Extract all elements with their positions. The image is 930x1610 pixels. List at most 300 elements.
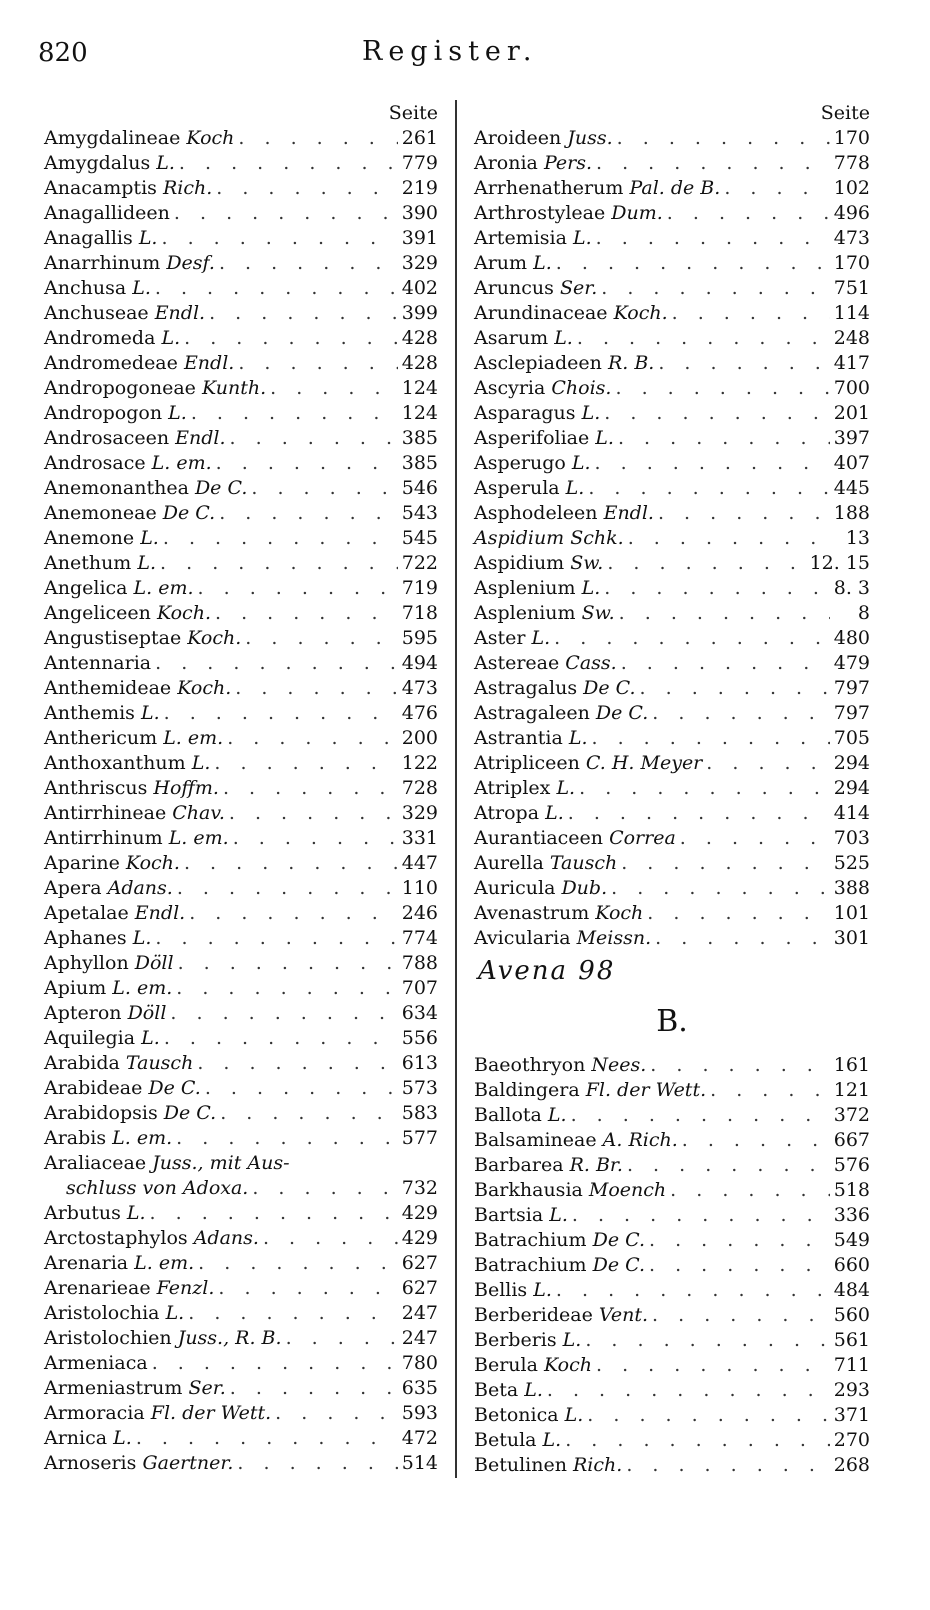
entry-name: Andromeda: [44, 327, 156, 349]
index-entry: [474, 776, 870, 801]
entry-authority: L.: [191, 752, 211, 774]
dot-leader: [163, 526, 398, 551]
entry-page: 397: [833, 427, 870, 449]
entry-authority: Endl.: [603, 502, 654, 524]
index-entry: [474, 1403, 870, 1428]
entry-page: 779: [401, 152, 438, 174]
dot-leader: [198, 1251, 398, 1276]
dot-leader: [724, 176, 829, 201]
entry-authority: Hoffm.: [153, 777, 219, 799]
entry-authority: L.: [549, 1204, 568, 1226]
entry-name: Armoracia: [44, 1402, 145, 1424]
index-entry: [474, 226, 870, 251]
entry-name: Atriplex: [474, 777, 551, 799]
entry-authority: R. Br.: [569, 1154, 623, 1176]
dot-leader: [227, 726, 398, 751]
entry-authority: De C.: [595, 702, 649, 724]
index-entry: [474, 476, 870, 501]
dot-leader: [251, 476, 397, 501]
entry-name: Apetalae: [44, 902, 129, 924]
index-entry: [44, 826, 438, 851]
entry-authority: L.: [138, 227, 158, 249]
index-entry: [44, 576, 438, 601]
index-entry: [44, 401, 438, 426]
index-entry: [44, 476, 438, 501]
index-entry: [44, 1376, 438, 1401]
entry-page: 268: [833, 1454, 870, 1476]
dot-leader: [238, 351, 397, 376]
entry-page: 473: [401, 677, 438, 699]
index-entry: [44, 901, 438, 926]
index-entry: [44, 751, 438, 776]
entry-name: Aster: [474, 627, 526, 649]
entry-name: Anagallis: [44, 227, 133, 249]
dot-leader: [621, 851, 830, 876]
index-entry: [44, 1426, 438, 1451]
entry-name: Asperugo: [474, 452, 566, 474]
dot-leader: [176, 1126, 398, 1151]
dot-leader: [652, 701, 829, 726]
dot-leader: [155, 651, 398, 676]
index-entry: [474, 326, 870, 351]
dot-leader: [184, 851, 398, 876]
entry-name: Arabis: [44, 1127, 107, 1149]
entry-page: 627: [401, 1277, 438, 1299]
index-entry: [474, 426, 870, 451]
entry-name: Asplenium: [474, 602, 576, 624]
entry-authority: L.: [156, 152, 175, 174]
dot-leader: [252, 1176, 397, 1201]
entry-page: 718: [401, 602, 438, 624]
dot-leader: [604, 401, 829, 426]
entry-name: Anthericum: [44, 727, 158, 749]
index-entry: [44, 1201, 438, 1226]
dot-leader: [658, 501, 830, 526]
dot-leader: [150, 1201, 398, 1226]
entry-authority: Döll: [134, 952, 174, 974]
entry-authority: Aspidium Schk.: [474, 527, 624, 549]
dot-leader: [237, 1451, 397, 1476]
entry-page: 246: [401, 902, 438, 924]
entry-page: 484: [833, 1279, 870, 1301]
dot-leader: [235, 676, 397, 701]
entry-name: Arenarieae: [44, 1277, 151, 1299]
index-entry: [44, 1451, 438, 1476]
entry-page: 248: [833, 327, 870, 349]
entry-page: 8. 3: [833, 577, 870, 599]
entry-authority: L.: [113, 1427, 132, 1449]
entry-authority: L.: [562, 1329, 582, 1351]
column-divider: [455, 100, 457, 1478]
entry-authority: L.: [531, 627, 551, 649]
entry-name: Barkhausia: [474, 1179, 583, 1201]
entry-page: 494: [401, 652, 438, 674]
entry-name: Betonica: [474, 1404, 559, 1426]
dot-leader: [270, 376, 398, 401]
entry-name: Avenastrum: [474, 902, 590, 924]
index-entry: [474, 851, 870, 876]
entry-page: 593: [401, 1402, 438, 1424]
index-entry: [44, 176, 438, 201]
entry-authority: L.: [545, 802, 564, 824]
dot-leader: [215, 601, 398, 626]
entry-authority: Pers.: [543, 152, 592, 174]
dot-leader: [286, 1326, 398, 1351]
entry-page: 719: [401, 577, 438, 599]
entry-page: 124: [401, 377, 438, 399]
entry-authority: L.: [132, 927, 152, 949]
left-column: [44, 100, 438, 1476]
index-entry: [474, 151, 870, 176]
index-entry: [474, 1178, 870, 1203]
entry-name: Antirrhinum: [44, 827, 163, 849]
entry-page: 414: [833, 802, 870, 824]
entry-authority: L.: [533, 1279, 552, 1301]
entry-page: 428: [401, 352, 438, 374]
dot-leader: [607, 551, 805, 576]
entry-name: Anchuseae: [44, 302, 149, 324]
index-entry: [44, 1251, 438, 1276]
entry-authority: L.: [581, 577, 601, 599]
entry-name: Antennaria: [44, 652, 152, 674]
index-entry: [44, 1051, 438, 1076]
dot-leader: [547, 1378, 830, 1403]
index-entry: [474, 201, 870, 226]
entry-name: Androsaceen: [44, 427, 170, 449]
entry-page: 447: [401, 852, 438, 874]
entry-page: 732: [401, 1177, 438, 1199]
dot-leader: [595, 451, 830, 476]
entry-authority: Koch.: [187, 627, 242, 649]
entry-page: 13: [845, 527, 870, 549]
index-entry: [44, 851, 438, 876]
dot-leader: [170, 1001, 397, 1026]
dot-leader: [670, 1178, 830, 1203]
entry-authority: L.: [140, 527, 159, 549]
entry-authority: Adans.: [107, 877, 173, 899]
entry-authority: L.: [564, 1404, 584, 1426]
dot-leader: [615, 376, 829, 401]
entry-page: 797: [833, 702, 870, 724]
entry-name: Auricula: [474, 877, 556, 899]
index-entry: [474, 1053, 870, 1078]
entry-authority: Koch.: [177, 677, 232, 699]
index-entry: [474, 601, 870, 626]
entry-authority: Koch: [186, 127, 235, 149]
index-entry: [474, 451, 870, 476]
entry-name: Antirrhineae: [44, 802, 167, 824]
dot-leader: [177, 876, 398, 901]
entry-name: Barbarea: [474, 1154, 564, 1176]
entry-authority: Kunth.: [201, 377, 267, 399]
index-entry: [44, 201, 438, 226]
entry-authority: L.: [168, 402, 187, 424]
entry-page: 247: [401, 1302, 438, 1324]
index-entry: [474, 751, 870, 776]
entry-authority: Correa: [609, 827, 676, 849]
dot-leader: [585, 1328, 829, 1353]
entry-authority: Dub.: [561, 877, 608, 899]
entry-authority: A. Rich.: [602, 1129, 678, 1151]
index-entry: [474, 351, 870, 376]
entry-authority: Nees.: [591, 1054, 647, 1076]
entry-authority: Ser.: [188, 1377, 226, 1399]
entry-authority: Koch.: [156, 602, 211, 624]
entry-authority: L.: [126, 1202, 146, 1224]
entry-page: 385: [401, 452, 438, 474]
entry-page: 417: [833, 352, 870, 374]
dot-leader: [219, 251, 398, 276]
dot-leader: [216, 176, 397, 201]
entry-authority: De C.: [592, 1229, 646, 1251]
index-entry: [44, 1276, 438, 1301]
index-entry: [44, 1026, 438, 1051]
entry-name: Apium: [44, 977, 107, 999]
entry-authority: Vent.: [598, 1304, 649, 1326]
entry-name: Atripliceen: [474, 752, 580, 774]
dot-leader: [706, 751, 829, 776]
entry-name: Amygdalus: [44, 152, 151, 174]
entry-name: Baeothryon: [474, 1054, 586, 1076]
entry-name: Artemisia: [474, 227, 567, 249]
seite-label: Seite: [388, 102, 438, 124]
dot-leader: [579, 776, 830, 801]
dot-leader: [205, 1076, 398, 1101]
dot-leader: [219, 501, 398, 526]
entry-authority: L.: [565, 477, 585, 499]
entry-name: Anagallideen: [44, 202, 170, 224]
entry-page: 560: [833, 1304, 870, 1326]
index-entry: [474, 826, 870, 851]
entry-page: 114: [833, 302, 870, 324]
entry-name: Apera: [44, 877, 102, 899]
entry-page: 496: [833, 202, 870, 224]
entry-page: 161: [833, 1054, 870, 1076]
dot-leader: [621, 651, 830, 676]
dot-leader: [652, 1303, 830, 1328]
index-entry: [474, 1328, 870, 1353]
entry-page: 331: [401, 827, 438, 849]
entry-authority: Pal. de B.: [629, 177, 721, 199]
entry-authority: L.: [595, 427, 614, 449]
entry-authority: L.: [554, 327, 573, 349]
entry-authority: L.: [141, 1027, 160, 1049]
dot-leader: [188, 1301, 398, 1326]
index-entry: [474, 551, 870, 576]
entry-name: Aquilegia: [44, 1027, 136, 1049]
dot-leader: [198, 576, 398, 601]
entry-name: Bartsia: [474, 1204, 544, 1226]
entry-name: Asperula: [474, 477, 560, 499]
entry-name: Armeniaca: [44, 1352, 148, 1374]
entry-name: Arabidopsis: [44, 1102, 158, 1124]
entry-authority: L.: [581, 402, 601, 424]
index-entry: [474, 1303, 870, 1328]
entry-authority: L.: [568, 727, 588, 749]
index-entry: [44, 701, 438, 726]
entry-authority: De C.: [194, 477, 248, 499]
index-entry: [44, 726, 438, 751]
index-entry: [474, 126, 870, 151]
entry-authority: Döll: [127, 1002, 167, 1024]
dot-leader: [617, 126, 830, 151]
entry-page: 797: [833, 677, 870, 699]
entry-authority: L.: [161, 327, 181, 349]
index-entry: [44, 1101, 438, 1126]
dot-leader: [174, 201, 398, 226]
entry-name: Arabida: [44, 1052, 120, 1074]
entry-authority: L. em.: [163, 727, 224, 749]
dot-leader: [230, 1376, 398, 1401]
entry-page: 336: [833, 1204, 870, 1226]
dot-leader: [577, 326, 830, 351]
dot-leader: [223, 776, 398, 801]
dot-leader: [554, 626, 830, 651]
index-entry: [44, 1076, 438, 1101]
entry-name: Araliaceae: [44, 1152, 147, 1174]
dot-leader: [220, 1101, 398, 1126]
entry-name: Aristolochien: [44, 1327, 172, 1349]
entry-name: Angustiseptae: [44, 627, 182, 649]
entry-page: 788: [401, 952, 438, 974]
index-entry: [474, 301, 870, 326]
entry-name: Arthrostyleae: [474, 202, 606, 224]
entry-name: Asparagus: [474, 402, 576, 424]
entry-name: Arrhenatherum: [474, 177, 624, 199]
entry-name: Betula: [474, 1429, 537, 1451]
entry-authority: Sw.: [581, 602, 615, 624]
entry-name: Berberis: [474, 1329, 557, 1351]
entry-page: 388: [833, 877, 870, 899]
dot-leader: [229, 801, 398, 826]
entry-name: Anchusa: [44, 277, 127, 299]
entry-name: Aspidium: [474, 552, 565, 574]
entry-page: 780: [401, 1352, 438, 1374]
entry-page: 480: [833, 627, 870, 649]
dot-leader: [238, 126, 397, 151]
index-entry: [474, 401, 870, 426]
dot-leader: [571, 1103, 830, 1128]
dot-leader: [189, 901, 398, 926]
entry-page: 545: [401, 527, 438, 549]
index-entry: [474, 901, 870, 926]
entry-name: Avicularia: [474, 927, 571, 949]
entry-name: Angelica: [44, 577, 128, 599]
entry-page: 101: [833, 902, 870, 924]
dot-leader: [649, 1228, 830, 1253]
entry-authority: L. em.: [168, 827, 229, 849]
dot-leader: [160, 551, 398, 576]
entry-page: 429: [401, 1227, 438, 1249]
right-column: [474, 100, 870, 1478]
entry-name: Arabideae: [44, 1077, 143, 1099]
index-entry: [474, 626, 870, 651]
entry-page: 12. 15: [809, 552, 870, 574]
entry-authority: Rich.: [573, 1454, 623, 1476]
index-entry: [44, 801, 438, 826]
entry-name: Arctostaphylos: [44, 1227, 188, 1249]
entry-name: Anemoneae: [44, 502, 157, 524]
entry-name: Anthriscus: [44, 777, 148, 799]
dot-leader: [178, 951, 398, 976]
entry-name: Arundinaceae: [474, 302, 608, 324]
entry-page: 778: [833, 152, 870, 174]
entry-authority: Tausch: [549, 852, 618, 874]
index-entry: [474, 801, 870, 826]
entry-page: 407: [833, 452, 870, 474]
entry-page: 270: [833, 1429, 870, 1451]
entry-name: Armeniastrum: [44, 1377, 183, 1399]
entry-authority: Dum.: [611, 202, 663, 224]
dot-leader: [230, 426, 398, 451]
entry-authority: Fl. der Wett.: [585, 1079, 707, 1101]
entry-page: 8: [857, 602, 870, 624]
dot-leader: [161, 226, 397, 251]
entry-authority: De C.: [148, 1077, 201, 1099]
index-entry: [44, 526, 438, 551]
index-entry: [44, 551, 438, 576]
index-entry: [474, 651, 870, 676]
dot-leader: [263, 1226, 398, 1251]
entry-authority: Chois.: [551, 377, 612, 399]
entry-page: 573: [401, 1077, 438, 1099]
entry-page: 293: [833, 1379, 870, 1401]
entry-page: 372: [833, 1104, 870, 1126]
entry-authority: L.: [542, 1429, 562, 1451]
entry-authority: L. em.: [112, 1127, 173, 1149]
entry-authority: C. H. Meyer: [585, 752, 703, 774]
entry-page: 122: [401, 752, 438, 774]
entry-page: 110: [401, 877, 438, 899]
index-entry: [44, 626, 438, 651]
dot-leader: [601, 276, 829, 301]
entry-page: 728: [401, 777, 438, 799]
entry-page: 518: [833, 1179, 870, 1201]
entry-authority: Juss.: [567, 127, 613, 149]
index-entry: [474, 926, 870, 951]
entry-authority: Juss., R. B.: [177, 1327, 282, 1349]
index-entry: [44, 1301, 438, 1326]
entry-name: Berberideae: [474, 1304, 593, 1326]
entry-authority: Rich.: [162, 177, 213, 199]
entry-page: 188: [833, 502, 870, 524]
entry-page: 722: [401, 552, 438, 574]
entry-page: 700: [833, 377, 870, 399]
index-entry: [44, 426, 438, 451]
entry-authority: Cass.: [565, 652, 617, 674]
index-entry: [44, 776, 438, 801]
dot-leader: [647, 901, 829, 926]
entry-page: 124: [401, 402, 438, 424]
entry-authority: L.: [547, 1104, 567, 1126]
entry-page: 514: [401, 1452, 438, 1474]
dot-leader: [152, 1351, 398, 1376]
entry-name: Angeliceen: [44, 602, 151, 624]
entry-authority: L. em.: [133, 577, 194, 599]
entry-page: 391: [401, 227, 438, 249]
entry-authority: L. em.: [112, 977, 173, 999]
entry-page: 329: [401, 802, 438, 824]
dot-leader: [164, 1026, 398, 1051]
entry-authority: Koch.: [613, 302, 668, 324]
entry-name: Aphyllon: [44, 952, 129, 974]
dot-leader: [710, 1078, 830, 1103]
entry-name: Amygdalineae: [44, 127, 181, 149]
index-entry: [44, 1151, 438, 1176]
entry-authority: Juss., mit Aus-: [152, 1152, 290, 1174]
dot-leader: [587, 1403, 829, 1428]
entry-authority: L.: [132, 277, 151, 299]
